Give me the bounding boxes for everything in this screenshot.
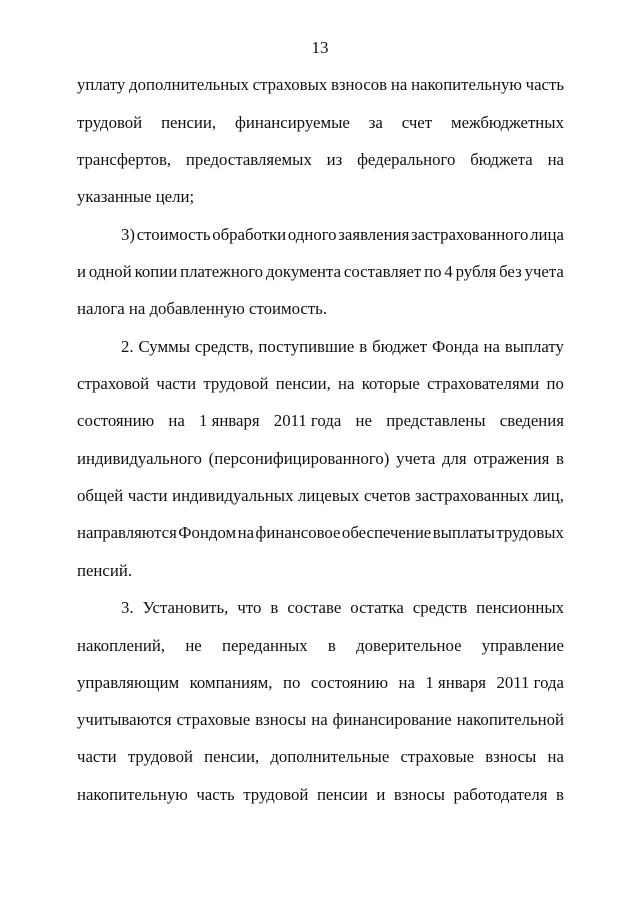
- word: части: [156, 374, 197, 393]
- word: в: [327, 636, 336, 655]
- text-line: [77, 75, 564, 95]
- word: уплату: [77, 75, 126, 94]
- word: 4: [444, 262, 453, 281]
- word: работодателя: [453, 785, 548, 804]
- word: накопительную: [411, 75, 522, 94]
- word: в: [556, 449, 564, 468]
- text-line: [77, 785, 564, 805]
- text-line: [77, 486, 564, 506]
- word: трудовой: [127, 747, 193, 766]
- word: стоимость: [136, 225, 211, 244]
- word: 3): [121, 225, 135, 244]
- word: состоянию: [310, 673, 388, 692]
- word: 2011 года: [496, 673, 564, 692]
- word: по: [546, 374, 564, 393]
- word: представлены: [386, 411, 486, 430]
- word: часть: [525, 75, 564, 94]
- word: средств,: [194, 337, 254, 356]
- word: часть: [196, 785, 235, 804]
- page-number: 13: [311, 38, 329, 57]
- word: страховые: [400, 747, 475, 766]
- word: Фондом: [178, 523, 237, 542]
- word: пенсии,: [275, 374, 331, 393]
- word: копии: [134, 262, 178, 281]
- word: и: [77, 262, 86, 281]
- word: которые: [361, 374, 420, 393]
- word: не: [355, 411, 372, 430]
- word: переданных: [222, 636, 308, 655]
- word: страховые: [176, 710, 251, 729]
- word: взносы: [485, 747, 537, 766]
- word: Суммы: [138, 337, 190, 356]
- word: 2011 года: [273, 411, 342, 430]
- word: на: [483, 337, 500, 356]
- word: отражения: [473, 449, 550, 468]
- word: заявления: [338, 225, 410, 244]
- word: обработки: [212, 225, 287, 244]
- word: на: [338, 374, 355, 393]
- word: за: [368, 113, 383, 132]
- word: Фонда: [431, 337, 479, 356]
- word: не: [185, 636, 202, 655]
- word: на: [390, 75, 408, 94]
- word: в: [359, 337, 368, 356]
- word: 3.: [121, 598, 134, 617]
- word: учитываются: [77, 710, 172, 729]
- word: страхователями: [427, 374, 540, 393]
- word: дополнительных: [129, 75, 249, 94]
- word: компаниям,: [189, 673, 273, 692]
- word: учета: [524, 262, 564, 281]
- word: трудовой: [77, 113, 143, 132]
- word: 2.: [121, 337, 134, 356]
- word: в: [270, 598, 279, 617]
- word: платежного: [180, 262, 264, 281]
- word: бюджета: [470, 150, 533, 169]
- word: направляются: [77, 523, 177, 542]
- word: Установить,: [142, 598, 229, 617]
- word: трудовой: [203, 374, 269, 393]
- word: 1 января: [425, 673, 486, 692]
- word: доверительное: [356, 636, 462, 655]
- text-line: пенсий.: [77, 561, 133, 580]
- word: счет: [401, 113, 433, 132]
- word: и: [376, 785, 386, 804]
- text-line: [121, 598, 564, 618]
- word: дополнительные: [270, 747, 390, 766]
- word: бюджет: [372, 337, 428, 356]
- text-line: [77, 374, 564, 394]
- text-line: [77, 449, 564, 469]
- word: из: [326, 150, 343, 169]
- word: управляющим: [77, 673, 180, 692]
- text-line: [121, 337, 564, 357]
- word: лица: [530, 225, 564, 244]
- word: управление: [481, 636, 564, 655]
- word: накопительную: [77, 785, 188, 804]
- word: пенсии: [316, 785, 368, 804]
- word: трудовой: [243, 785, 309, 804]
- text-line: [77, 747, 564, 767]
- text-line: [77, 636, 564, 656]
- word: выплату: [504, 337, 564, 356]
- word: рубля: [455, 262, 497, 281]
- text-line: указанные цели;: [77, 187, 195, 206]
- word: на: [168, 411, 185, 430]
- word: взносы: [393, 785, 445, 804]
- word: части: [77, 747, 117, 766]
- word: для: [442, 449, 467, 468]
- word: пенсии,: [204, 747, 260, 766]
- word: финансирование: [332, 710, 452, 729]
- word: остатка: [350, 598, 404, 617]
- word: документа: [265, 262, 342, 281]
- word: предоставляемых: [185, 150, 312, 169]
- word: учета: [396, 449, 436, 468]
- word: 1 января: [199, 411, 260, 430]
- word: одной: [88, 262, 132, 281]
- word: застрахованных: [415, 486, 529, 505]
- word: на: [311, 710, 328, 729]
- word: индивидуальных: [172, 486, 294, 505]
- text-line: [77, 710, 564, 730]
- word: трансфертов,: [77, 150, 172, 169]
- word: пенсии,: [161, 113, 217, 132]
- word: накоплений,: [77, 636, 166, 655]
- word: общей: [77, 486, 124, 505]
- text-line: [77, 262, 564, 282]
- text-line: [121, 225, 564, 245]
- word: сведения: [499, 411, 564, 430]
- word: части: [127, 486, 168, 505]
- word: накопительной: [456, 710, 564, 729]
- word: взносы: [255, 710, 307, 729]
- text-line: [77, 673, 564, 693]
- text-line: [77, 113, 564, 133]
- text-line: [77, 150, 564, 170]
- text-line: [77, 523, 564, 543]
- word: страховой: [77, 374, 150, 393]
- word: выплаты: [432, 523, 495, 542]
- word: лицевых: [298, 486, 360, 505]
- word: межбюджетных: [450, 113, 564, 132]
- word: одного: [287, 225, 337, 244]
- text-line: налога на добавленную стоимость.: [77, 299, 328, 318]
- word: обеспечение: [341, 523, 432, 542]
- word: составляет: [343, 262, 422, 281]
- word: состоянию: [77, 411, 155, 430]
- word: страховых: [252, 75, 328, 94]
- word: по: [283, 673, 301, 692]
- word: финансовое: [255, 523, 341, 542]
- word: счетов: [364, 486, 411, 505]
- word: трудовых: [496, 523, 564, 542]
- word: (персонифицированного): [208, 449, 390, 468]
- word: поступившие: [258, 337, 355, 356]
- word: взносов: [331, 75, 388, 94]
- word: в: [556, 785, 564, 804]
- word: лиц,: [533, 486, 564, 505]
- word: составе: [287, 598, 342, 617]
- word: на: [547, 747, 564, 766]
- word: что: [237, 598, 262, 617]
- text-line: [77, 411, 564, 431]
- word: на: [547, 150, 564, 169]
- word: индивидуального: [77, 449, 202, 468]
- word: средств: [412, 598, 468, 617]
- word: на: [237, 523, 255, 542]
- word: без: [499, 262, 522, 281]
- word: федерального: [357, 150, 456, 169]
- word: застрахованного: [411, 225, 529, 244]
- word: финансируемые: [234, 113, 350, 132]
- word: по: [424, 262, 442, 281]
- word: на: [398, 673, 415, 692]
- word: пенсионных: [476, 598, 564, 617]
